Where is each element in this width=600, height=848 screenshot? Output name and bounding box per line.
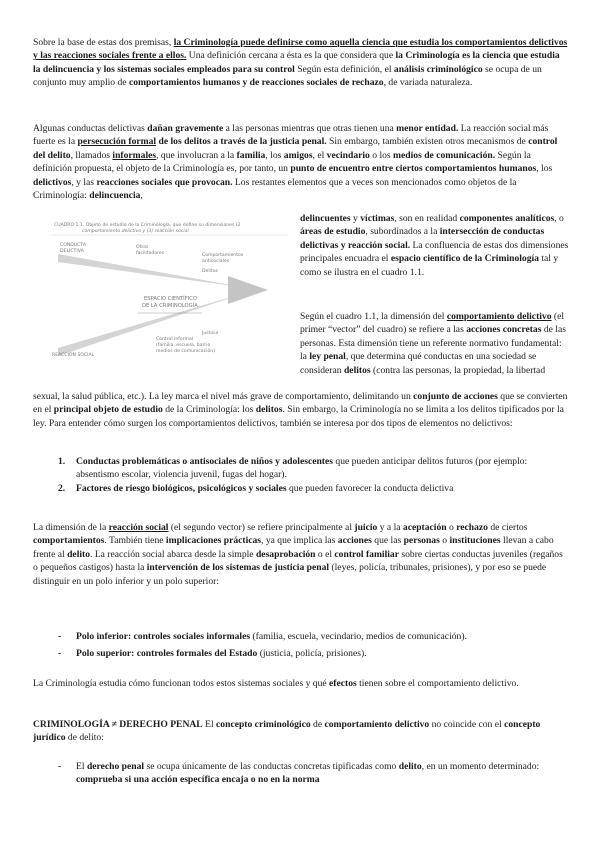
bold-text: derecho penal: [86, 761, 145, 772]
bold-text: control familiar: [334, 548, 399, 560]
label-control-3: medios de comunicación): [156, 349, 215, 354]
list-number: 2.: [58, 483, 66, 494]
text: no coincide con el: [429, 719, 505, 730]
text: , y las: [71, 176, 97, 188]
bold-text: vecindario: [326, 149, 370, 161]
list-item: [76, 630, 569, 643]
label-reaccion-social: REACCIÓN SOCIAL: [52, 353, 95, 358]
bold-text: control del delito: [33, 136, 558, 161]
definition-highlight: la Criminología puede definirse como aquella ciencia que estudia los comportamientos delictivos y las reacciones sociales frente a ellos.: [33, 37, 568, 62]
bold-text: delictivos: [33, 176, 72, 188]
text: ,: [140, 190, 143, 202]
section-heading: CRIMINOLOGÍA ≠ DERECHO PENAL: [33, 719, 203, 730]
text: (justicia, policía, prisiones).: [257, 648, 367, 659]
list-item: [76, 482, 569, 495]
text: La confluencia de estas dos dimensiones principales encuadra el: [300, 239, 569, 265]
bold-text: instituciones: [449, 535, 501, 547]
text: de ciertos: [487, 522, 528, 533]
text: El: [202, 719, 217, 730]
bold-text: intersección de conductas delictivas y reacción social.: [300, 226, 545, 251]
convergence-arrowhead: [228, 276, 268, 304]
bold-text: delincuentes: [300, 213, 351, 224]
bold-text: juicio: [354, 522, 378, 533]
paragraph-criminologia-vs-derecho: [33, 718, 569, 745]
bold-text: víctimas: [360, 213, 395, 224]
list-dash: -: [58, 648, 62, 659]
bold-text: comprueba si una acción específica encaja o no en la norma: [76, 774, 320, 786]
text: , en un momento determinado:: [421, 761, 540, 772]
bold-text: comportamiento delictivo: [324, 719, 430, 730]
text: se ocupa de un conjunto muy amplio de: [33, 63, 542, 89]
text: o: [446, 522, 457, 533]
paragraph-componentes: [300, 212, 569, 279]
list-dash: -: [58, 631, 62, 642]
bold-text: espacio científico de la Criminología: [390, 253, 539, 265]
criminology-vectors-diagram: [52, 218, 288, 364]
text: , los: [536, 163, 553, 175]
label-control-1: Control informal: [156, 337, 194, 342]
bold-text: delitos: [255, 404, 283, 416]
underlined-bold: reacción social: [108, 522, 169, 533]
text: de la Criminología: los: [162, 404, 256, 416]
text: , de variada naturaleza.: [383, 77, 473, 89]
figure-caption-2: comportamiento delictivo y (3) reacción social: [82, 229, 189, 234]
figure-caption-1: CUADRO 1.1. Objeto de estudio de la Criminología, que define su dimensiones (2: [54, 223, 241, 228]
text: Sin embargo, también existen otros mecanismos de: [326, 136, 529, 148]
bold-text: Factores de riesgo biológicos, psicológicos y sociales: [76, 483, 287, 494]
text: La reacción social más fuerte es la: [33, 123, 549, 148]
text: , los: [265, 149, 284, 161]
text: sobre ciertas conductas juveniles (regaños o pequeños castigos) hasta la: [33, 548, 563, 574]
bold-text: familia: [236, 149, 266, 161]
list-item-derecho-penal: [76, 760, 569, 787]
text: y a la: [377, 522, 403, 533]
text: que las: [371, 535, 404, 547]
label-comportamientos: Comportamientos: [202, 253, 244, 258]
text: (familia, escuela, vecindario, medios de comunicación).: [250, 631, 467, 642]
text: Según la definición propuesta, el objeto de la Criminología es, por tanto, un: [33, 149, 531, 175]
text: tienen sobre el comportamiento delictivo.: [356, 678, 519, 689]
bold-text: delito: [67, 548, 91, 560]
text: La dimensión de la: [33, 522, 109, 533]
bold-text: principal objeto de estudio: [53, 404, 163, 416]
text: o el: [315, 548, 335, 560]
text: Algunas conductas delictivas: [33, 123, 148, 134]
text: (el primer “vector” del cuadro) se refiere a las: [300, 311, 565, 336]
bold-text: dañan gravemente: [147, 123, 224, 134]
text: Los restantes elementos que a veces son mencionados como objetos de la Criminología:: [33, 176, 517, 202]
text: , el: [312, 149, 327, 161]
text: , o: [554, 213, 564, 224]
text: , ya que implica las: [261, 535, 338, 547]
label-espacio-2: DE LA CRIMINOLOGÍA: [142, 303, 198, 309]
bold-text: la Criminología es la ciencia que estudia la delincuencia y los sistemas sociales empleados para su control: [33, 50, 560, 75]
paragraph-reaccion-social: [33, 521, 569, 588]
text: de delito:: [65, 732, 104, 744]
text: Sobre la base de estas dos premisas,: [33, 37, 174, 48]
label-facilitadores: facilitadores: [136, 251, 165, 256]
bold-text: ley penal: [309, 351, 346, 363]
text: que se convierten en el: [33, 391, 568, 416]
text: sexual, la salud pública, etc.). La ley marca el nivel más grave de comportamiento, delimitando un: [33, 391, 414, 402]
bold-text: acciones: [337, 535, 372, 547]
bold-text: Conductas problemáticas o antisociales de niños y adolescentes: [76, 456, 333, 467]
bold-text: aceptación: [402, 522, 447, 533]
bold-text: delitos: [343, 364, 371, 376]
text: , son en realidad: [394, 213, 460, 224]
label-otros: Otros: [136, 245, 149, 250]
bold-text: intervención de los sistemas de justicia penal: [146, 562, 330, 574]
bold-text: menor entidad.: [396, 123, 459, 134]
text: o: [439, 535, 450, 547]
underlined-bold: persecución formal: [77, 136, 157, 148]
text: , que involucran a la: [156, 149, 237, 161]
bold-text: conjunto de acciones: [413, 391, 498, 402]
paragraph-definition: [33, 36, 569, 90]
bold-text: punto de encuentro entre ciertos comportamientos humanos: [290, 163, 537, 175]
label-antisociales: antisociales: [202, 259, 230, 264]
bold-text: comportamientos: [33, 535, 105, 547]
text: (leyes, policía, tribunales, prisiones), y por eso se puede distinguir en un polo inferior y un polo superior:: [33, 562, 547, 587]
text: , subordinados a la: [365, 226, 440, 238]
bold-text: de los delitos a través de la justicia penal.: [156, 136, 327, 148]
bold-text: reacciones sociales que provocan.: [96, 176, 233, 188]
text: a las personas mientras que otras tienen una: [223, 123, 397, 134]
list-item: [76, 647, 569, 660]
text: o los: [369, 149, 394, 161]
text: . La reacción social abarca desde la simple: [90, 548, 256, 560]
text: Según esta definición, el: [294, 63, 394, 75]
bold-text: amigos: [283, 149, 313, 161]
text: tal y como se ilustra en el cuadro 1.1.: [300, 253, 559, 278]
text: . También tiene: [104, 535, 166, 547]
text: de: [310, 719, 325, 730]
text: (el segundo vector) se refiere principalmente al: [168, 522, 355, 533]
bold-text: áreas de estudio: [300, 226, 366, 238]
label-justicia: Justicia: [202, 331, 219, 336]
text: Una definición cercana a ésta es la que considera que: [186, 50, 396, 62]
text: llevan a cabo frente al: [33, 535, 554, 560]
text: que pueden favorecer la conducta delictiva: [286, 483, 454, 494]
bold-text: acciones concretas: [466, 324, 542, 336]
bold-text: Polo inferior: controles sociales informales: [76, 631, 251, 642]
bold-text: personas: [403, 535, 440, 547]
bold-text: rechazo: [456, 522, 488, 533]
bold-text: comportamientos humanos y de reacciones sociales de rechazo: [128, 77, 384, 89]
text: La Criminología estudia cómo funcionan todos estos sistemas sociales y qué: [33, 678, 330, 689]
underlined-bold: comportamiento delictivo: [446, 311, 552, 322]
bold-text: componentes analíticos: [459, 213, 555, 224]
text: de las personas. Esta dimensión tiene un referente normativo fundamental: la: [300, 324, 566, 363]
bold-text: desaprobación: [255, 548, 316, 560]
label-control-2: (familia, escuela, barrio: [156, 343, 211, 348]
bold-text: delincuencia: [89, 190, 141, 202]
text: , que determina qué conductas en una sociedad se consideran: [300, 351, 537, 376]
text: Según el cuadro 1.1, la dimensión del: [300, 311, 447, 322]
text: se ocupa únicamente de las conductas concretas tipificadas como: [144, 761, 399, 772]
bold-text: concepto criminológico: [216, 719, 311, 730]
list-item: [76, 455, 569, 482]
label-conducta: CONDUCTA: [60, 243, 86, 248]
text: , llamados: [70, 149, 113, 161]
underlined-bold: informales: [112, 149, 157, 161]
cuadro-1-1-figure: [52, 218, 288, 364]
text: y: [350, 213, 361, 224]
text: . Sin embargo, la Criminología no se limita a los delitos tipificados por la ley. Para entender cómo surgen los comportamientos delictivos, también se interesa por dos tipos de elementos no delictivos:: [33, 404, 564, 429]
paragraph-ley-penal: [33, 390, 569, 430]
bold-text: Polo superior: controles formales del Estado: [76, 648, 258, 659]
list-dash: -: [58, 761, 62, 772]
bold-text: delito: [398, 761, 422, 772]
bold-text: concepto jurídico: [33, 719, 541, 744]
text: que pueden anticipar delitos futuros (por ejemplo: absentismo escolar, violencia juvenil, fugas del hogar).: [76, 456, 528, 481]
label-espacio-1: ESPACIO CIENTÍFICO: [144, 296, 197, 302]
text: (contra las personas, la propiedad, la libertad: [370, 364, 546, 376]
label-delitos: Delitos: [202, 269, 218, 274]
bold-text: implicaciones prácticas: [165, 535, 262, 547]
bold-text: análisis criminológico: [393, 63, 483, 75]
paragraph-efectos: [33, 677, 569, 690]
bold-text: efectos: [329, 678, 357, 689]
list-number: 1.: [58, 456, 66, 467]
label-delictiva: DELICTIVA: [60, 249, 84, 254]
paragraph-comportamiento: [300, 310, 569, 377]
text: El: [76, 761, 87, 772]
paragraph-conductas: [33, 122, 569, 202]
bold-text: medios de comunicación.: [393, 149, 496, 161]
